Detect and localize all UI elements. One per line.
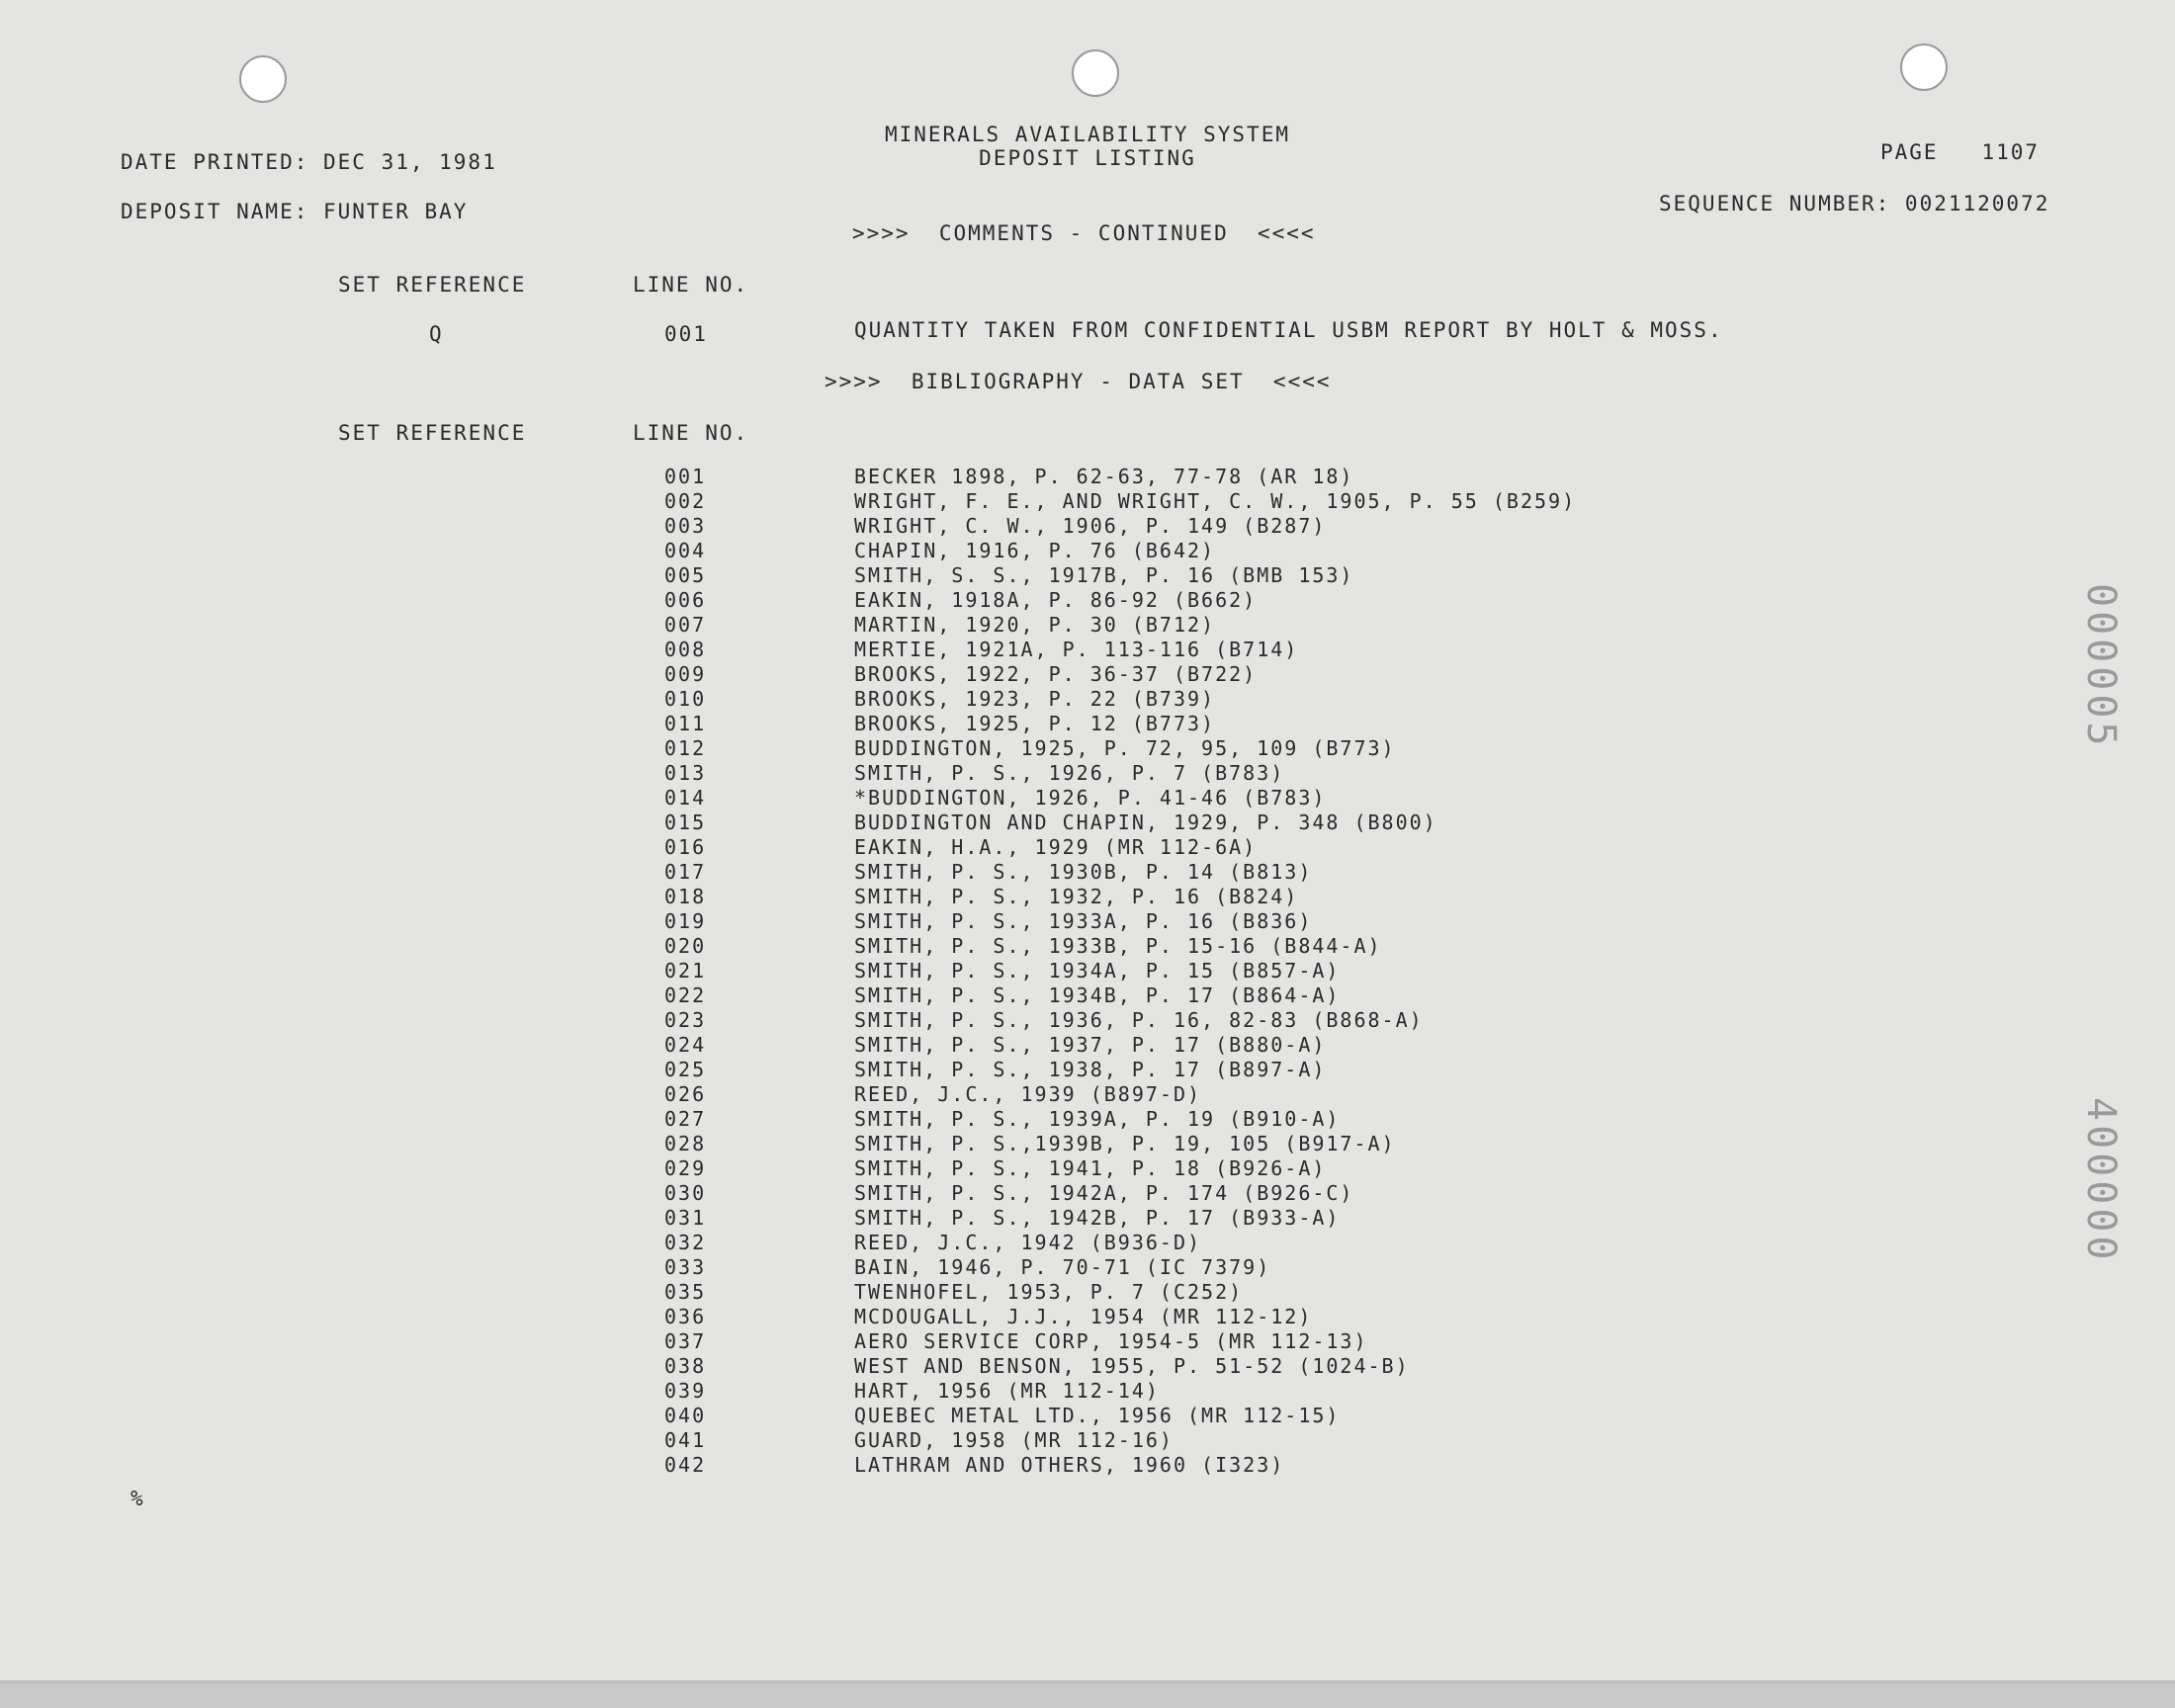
bibliography-line-no: 039 xyxy=(664,1379,707,1403)
bibliography-reference: SMITH, P. S., 1933A, P. 16 (B836) xyxy=(854,909,1313,933)
bibliography-reference: WRIGHT, F. E., AND WRIGHT, C. W., 1905, P. 55 (B259) xyxy=(854,489,1577,513)
bibliography-line-no: 001 xyxy=(664,465,707,488)
bibliography-reference: REED, J.C., 1939 (B897-D) xyxy=(854,1082,1202,1106)
footer-mark: % xyxy=(130,1487,145,1510)
bibliography-row xyxy=(0,934,1780,959)
bibliography-row xyxy=(0,1305,1780,1329)
bibliography-line-no: 014 xyxy=(664,786,707,810)
bibliography-section-title: >>>> BIBLIOGRAPHY - DATA SET <<<< xyxy=(825,370,1332,393)
bibliography-line-no: 012 xyxy=(664,736,707,760)
comments-section-title: >>>> COMMENTS - CONTINUED <<<< xyxy=(852,221,1316,245)
bibliography-line-no: 019 xyxy=(664,909,707,933)
bibliography-row xyxy=(0,1058,1780,1082)
bibliography-reference: TWENHOFEL, 1953, P. 7 (C252) xyxy=(854,1280,1244,1304)
bibliography-line-no: 008 xyxy=(664,638,707,661)
bibliography-line-no: 023 xyxy=(664,1008,707,1032)
bibliography-line-no: 033 xyxy=(664,1255,707,1279)
bibliography-row xyxy=(0,835,1780,860)
bibliography-reference: HART, 1956 (MR 112-14) xyxy=(854,1379,1160,1403)
bibliography-row xyxy=(0,1379,1780,1404)
bibliography-reference: BROOKS, 1925, P. 12 (B773) xyxy=(854,712,1216,735)
bibliography-row xyxy=(0,489,1780,514)
bibliography-row xyxy=(0,1156,1780,1181)
bibliography-line-no: 041 xyxy=(664,1428,707,1452)
bibliography-line-no: 042 xyxy=(664,1453,707,1477)
bibliography-reference: EAKIN, 1918A, P. 86-92 (B662) xyxy=(854,588,1258,612)
bibliography-line-no: 011 xyxy=(664,712,707,735)
bibliography-reference: SMITH, P. S., 1941, P. 18 (B926-A) xyxy=(854,1156,1327,1180)
bibliography-reference: WRIGHT, C. W., 1906, P. 149 (B287) xyxy=(854,514,1327,538)
bibliography-row xyxy=(0,1255,1780,1280)
bibliography-row xyxy=(0,983,1780,1008)
bibliography-line-no: 035 xyxy=(664,1280,707,1304)
bibliography-line-no: 031 xyxy=(664,1206,707,1230)
bibliography-row xyxy=(0,811,1780,835)
bibliography-reference: SMITH, P. S., 1939A, P. 19 (B910-A) xyxy=(854,1107,1341,1131)
bibliography-reference: *BUDDINGTON, 1926, P. 41-46 (B783) xyxy=(854,786,1327,810)
bibliography-reference: SMITH, P. S., 1926, P. 7 (B783) xyxy=(854,761,1285,785)
bibliography-reference: BROOKS, 1922, P. 36-37 (B722) xyxy=(854,662,1258,686)
bibliography-row xyxy=(0,514,1780,539)
bibliography-reference: SMITH, P. S., 1932, P. 16 (B824) xyxy=(854,885,1299,908)
bibliography-reference: SMITH, P. S., 1937, P. 17 (B880-A) xyxy=(854,1033,1327,1057)
comment-text: QUANTITY TAKEN FROM CONFIDENTIAL USBM REPORT BY HOLT & MOSS. xyxy=(854,318,1723,342)
bibliography-row xyxy=(0,909,1780,934)
bibliography-row xyxy=(0,761,1780,786)
bibliography-line-no: 040 xyxy=(664,1404,707,1427)
bibliography-reference: BROOKS, 1923, P. 22 (B739) xyxy=(854,687,1216,711)
bibliography-line-no: 015 xyxy=(664,811,707,834)
sequence-number: SEQUENCE NUMBER: 0021120072 xyxy=(1659,192,2050,215)
system-title: MINERALS AVAILABILITY SYSTEM xyxy=(884,123,1290,146)
bibliography-reference: BUDDINGTON AND CHAPIN, 1929, P. 348 (B800) xyxy=(854,811,1437,834)
deposit-name: DEPOSIT NAME: FUNTER BAY xyxy=(121,200,469,223)
bibliography-reference: GUARD, 1958 (MR 112-16) xyxy=(854,1428,1174,1452)
punch-hole-center xyxy=(1072,49,1119,97)
bibliography-reference: MCDOUGALL, J.J., 1954 (MR 112-12) xyxy=(854,1305,1313,1328)
bibliography-row xyxy=(0,638,1780,662)
comments-col-set-reference: SET REFERENCE xyxy=(338,273,527,297)
bibliography-reference: WEST AND BENSON, 1955, P. 51-52 (1024-B) xyxy=(854,1354,1410,1378)
bibliography-row xyxy=(0,860,1780,885)
bibliography-row xyxy=(0,1033,1780,1058)
bibliography-col-line-no: LINE NO. xyxy=(633,421,749,445)
bibliography-row xyxy=(0,885,1780,909)
bibliography-line-no: 020 xyxy=(664,934,707,958)
bibliography-row xyxy=(0,786,1780,811)
bibliography-reference: BUDDINGTON, 1925, P. 72, 95, 109 (B773) xyxy=(854,736,1396,760)
bibliography-row xyxy=(0,1428,1780,1453)
bibliography-row xyxy=(0,1107,1780,1132)
bibliography-line-no: 030 xyxy=(664,1181,707,1205)
bibliography-reference: SMITH, S. S., 1917B, P. 16 (BMB 153) xyxy=(854,563,1354,587)
bibliography-reference: SMITH, P. S., 1933B, P. 15-16 (B844-A) xyxy=(854,934,1382,958)
bibliography-reference: CHAPIN, 1916, P. 76 (B642) xyxy=(854,539,1216,562)
bibliography-reference: LATHRAM AND OTHERS, 1960 (I323) xyxy=(854,1453,1285,1477)
bibliography-col-set-reference: SET REFERENCE xyxy=(338,421,527,445)
punch-hole-right xyxy=(1900,43,1948,91)
bibliography-reference: MARTIN, 1920, P. 30 (B712) xyxy=(854,613,1216,637)
date-printed: DATE PRINTED: DEC 31, 1981 xyxy=(121,150,497,174)
side-stamp-top: 000005 xyxy=(2078,583,2124,750)
comments-col-line-no: LINE NO. xyxy=(633,273,749,297)
bibliography-row xyxy=(0,1280,1780,1305)
bibliography-line-no: 038 xyxy=(664,1354,707,1378)
bibliography-line-no: 005 xyxy=(664,563,707,587)
bibliography-reference: BECKER 1898, P. 62-63, 77-78 (AR 18) xyxy=(854,465,1354,488)
bibliography-line-no: 032 xyxy=(664,1231,707,1254)
bibliography-line-no: 021 xyxy=(664,959,707,982)
comment-line-no: 001 xyxy=(664,322,708,346)
bibliography-row xyxy=(0,588,1780,613)
bibliography-reference: SMITH, P. S., 1936, P. 16, 82-83 (B868-A) xyxy=(854,1008,1424,1032)
bibliography-line-no: 003 xyxy=(664,514,707,538)
bibliography-line-no: 024 xyxy=(664,1033,707,1057)
bibliography-line-no: 010 xyxy=(664,687,707,711)
bibliography-row xyxy=(0,465,1780,489)
bibliography-row xyxy=(0,736,1780,761)
bibliography-row xyxy=(0,687,1780,712)
bibliography-line-no: 006 xyxy=(664,588,707,612)
comment-set-reference: Q xyxy=(429,322,444,346)
bibliography-row xyxy=(0,1453,1780,1478)
bibliography-line-no: 036 xyxy=(664,1305,707,1328)
bibliography-reference: SMITH, P. S., 1942A, P. 174 (B926-C) xyxy=(854,1181,1354,1205)
bibliography-line-no: 007 xyxy=(664,613,707,637)
bibliography-reference: SMITH, P. S., 1934B, P. 17 (B864-A) xyxy=(854,983,1341,1007)
bibliography-row xyxy=(0,613,1780,638)
bibliography-line-no: 037 xyxy=(664,1329,707,1353)
bibliography-row xyxy=(0,1231,1780,1255)
listing-title: DEPOSIT LISTING xyxy=(979,146,1196,170)
page-number: PAGE 1107 xyxy=(1880,140,2041,164)
bibliography-line-no: 002 xyxy=(664,489,707,513)
bibliography-reference: MERTIE, 1921A, P. 113-116 (B714) xyxy=(854,638,1299,661)
bibliography-line-no: 013 xyxy=(664,761,707,785)
bibliography-line-no: 027 xyxy=(664,1107,707,1131)
bibliography-line-no: 029 xyxy=(664,1156,707,1180)
bibliography-reference: EAKIN, H.A., 1929 (MR 112-6A) xyxy=(854,835,1258,859)
bibliography-row xyxy=(0,1181,1780,1206)
punch-hole-left xyxy=(239,55,287,103)
bibliography-reference: SMITH, P. S., 1934A, P. 15 (B857-A) xyxy=(854,959,1341,982)
bibliography-line-no: 016 xyxy=(664,835,707,859)
bibliography-line-no: 025 xyxy=(664,1058,707,1081)
bibliography-row xyxy=(0,1329,1780,1354)
bibliography-row xyxy=(0,959,1780,983)
bibliography-row xyxy=(0,1132,1780,1156)
bibliography-line-no: 004 xyxy=(664,539,707,562)
bibliography-line-no: 017 xyxy=(664,860,707,884)
bibliography-reference: BAIN, 1946, P. 70-71 (IC 7379) xyxy=(854,1255,1271,1279)
bibliography-reference: SMITH, P. S.,1939B, P. 19, 105 (B917-A) xyxy=(854,1132,1396,1155)
bibliography-line-no: 028 xyxy=(664,1132,707,1155)
bibliography-reference: QUEBEC METAL LTD., 1956 (MR 112-15) xyxy=(854,1404,1341,1427)
bibliography-reference: REED, J.C., 1942 (B936-D) xyxy=(854,1231,1202,1254)
bibliography-line-no: 018 xyxy=(664,885,707,908)
bibliography-row xyxy=(0,563,1780,588)
bibliography-line-no: 022 xyxy=(664,983,707,1007)
bibliography-row xyxy=(0,712,1780,736)
bibliography-reference: AERO SERVICE CORP, 1954-5 (MR 112-13) xyxy=(854,1329,1368,1353)
bibliography-reference: SMITH, P. S., 1942B, P. 17 (B933-A) xyxy=(854,1206,1341,1230)
bibliography-line-no: 026 xyxy=(664,1082,707,1106)
side-stamp-bottom: 400000 xyxy=(2078,1097,2124,1264)
bibliography-row xyxy=(0,1404,1780,1428)
bibliography-row xyxy=(0,1206,1780,1231)
bibliography-row xyxy=(0,539,1780,563)
bibliography-reference: SMITH, P. S., 1938, P. 17 (B897-A) xyxy=(854,1058,1327,1081)
bibliography-row xyxy=(0,662,1780,687)
bibliography-row xyxy=(0,1082,1780,1107)
bibliography-line-no: 009 xyxy=(664,662,707,686)
bibliography-row xyxy=(0,1008,1780,1033)
bibliography-reference: SMITH, P. S., 1930B, P. 14 (B813) xyxy=(854,860,1313,884)
bibliography-row xyxy=(0,1354,1780,1379)
